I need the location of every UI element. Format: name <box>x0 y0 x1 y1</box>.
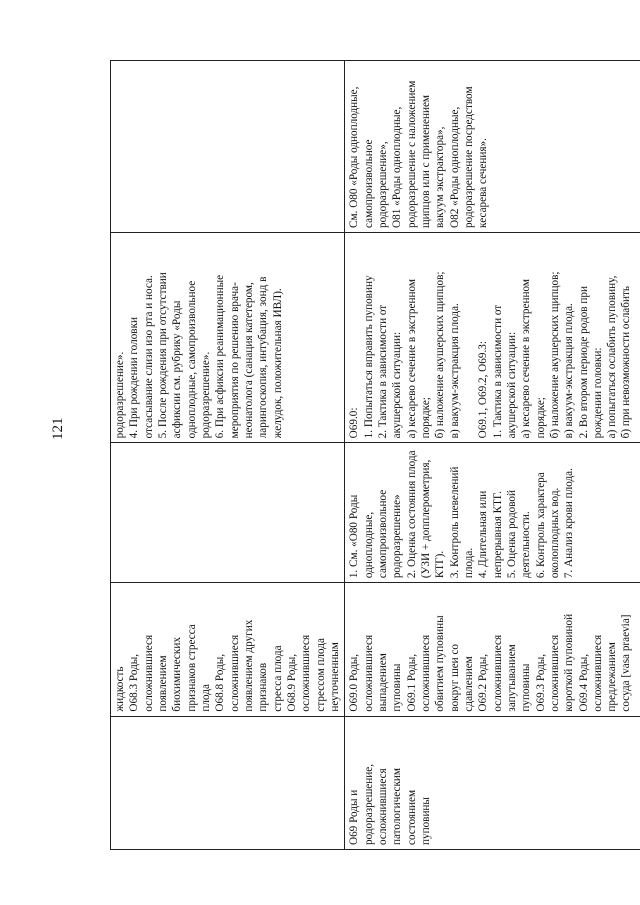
cell-r1-c5 <box>111 61 345 233</box>
cell-text-line: выпадением <box>376 653 389 712</box>
cell-r1-c2 <box>111 583 345 716</box>
cell-text-line: сдавлением <box>462 656 475 712</box>
cell-text-line: б) наложение акушерских щипцов; <box>434 271 447 439</box>
cell-text-line: 1. Попытаться вправить пуповину <box>362 275 375 439</box>
cell-r1-c3 <box>111 443 345 583</box>
cell-text-line: жидкость <box>114 666 126 712</box>
cell-text-line: 5. Оценка родовой <box>505 489 518 579</box>
cell-text-line: родоразрешение с наложением <box>405 80 418 228</box>
cell-text-line: вакуум экстрактора», <box>434 126 447 228</box>
cell-text-line: состоянием <box>405 789 418 845</box>
cell-text-line: См. O80 «Роды одноплодные, <box>348 86 361 228</box>
cell-text-line: O81 «Роды одноплодные, <box>391 106 404 228</box>
cell-text-line: O69.2 Роды, <box>477 653 490 712</box>
cell-text-line: осложнившиеся <box>142 634 155 712</box>
cell-text-line: асфиксии см. рубрику «Роды <box>171 300 184 439</box>
cell-text-line: а) кесарево сечение в экстренном <box>405 279 418 439</box>
cell-text-line: сосуда [vasa praevia] <box>620 614 633 712</box>
cell-text-line: биохимических <box>171 637 184 712</box>
cell-text-line: неонатолога (санация катетером, <box>242 282 255 439</box>
cell-text-line: б) наложение акушерских щипцов; <box>548 271 561 439</box>
cell-text-line: плода <box>199 684 212 712</box>
cell-text-line: осложнившиеся <box>228 634 241 712</box>
cell-text-line: порядке; <box>534 397 547 439</box>
cell-text-line: обвитием пуповины <box>434 615 447 712</box>
cell-text-line: акушерской ситуации: <box>505 331 518 439</box>
cell-text-line: O68.9 Роды, <box>285 653 298 712</box>
cell-text-line: патологическим <box>391 768 404 845</box>
cell-text-line: осложнившиеся <box>300 634 313 712</box>
cell-text-line: ларингоскопия, интубация, зонд в <box>257 276 270 439</box>
cell-r2-c5 <box>345 61 640 233</box>
cell-text-line: O69.1 Роды, <box>405 653 418 712</box>
cell-text-line: неуточненным <box>328 642 341 712</box>
cell-text-line: 5. После рождения при отсутствии <box>156 272 169 439</box>
cell-text-line: родоразрешение» <box>391 494 404 579</box>
cell-text-line: одноплодные, <box>362 511 375 579</box>
cell-text-line <box>462 237 476 438</box>
cell-text-line: O69.0 Роды, <box>348 653 361 712</box>
cell-text-line: 3. Контроль шевелений <box>448 466 461 579</box>
cell-text-line: родоразрешение», <box>376 141 389 228</box>
cell-text-line: родоразрешение, <box>362 763 375 845</box>
cell-text-line: появлением <box>156 655 169 712</box>
cell-text-line: O69 Роды и <box>348 789 361 845</box>
cell-text-line: а) кесарево сечение в экстренном <box>520 279 533 439</box>
cell-text-line: а) попытаться ослабить пуповину, <box>606 275 619 439</box>
cell-text-line: 2. Оценка состояния плода <box>405 450 418 579</box>
cell-text-line: непрерывная КТГ. <box>491 491 504 579</box>
cell-text-line: короткой пуповиной <box>563 613 576 712</box>
cell-text-line: осложнившиеся <box>548 634 561 712</box>
cell-r2-c1 <box>345 716 640 849</box>
cell-text-line: 4. При рождении головки <box>128 316 141 439</box>
rotated-page <box>110 60 640 850</box>
cell-text-line: стресса плода <box>271 645 284 712</box>
cell-text-line: 6. Контроль характера <box>534 472 547 579</box>
table-row <box>345 61 640 850</box>
cell-text-line: признаков <box>257 662 270 712</box>
cell-text-line: в) вакуум-экстракция плода. <box>563 303 576 439</box>
cell-text-line: стрессом плода <box>314 638 327 712</box>
cell-r2-c4 <box>345 232 640 442</box>
cell-text-line: предлежанием <box>606 642 619 712</box>
cell-text-line: появлением других <box>242 619 255 712</box>
cell-text-line: отсасывание слизи изо рта и носа. <box>142 275 155 439</box>
cell-text-line: 1. См. «O80 Роды <box>348 494 361 579</box>
cell-text-line: акушерской ситуации: <box>391 331 404 439</box>
cell-text-line: 7. Анализ крови плода. <box>563 468 576 579</box>
cell-text-line: осложнившиеся <box>591 634 604 712</box>
cell-r1-c4 <box>111 232 345 442</box>
cell-text-line: запутыванием <box>505 644 518 712</box>
cell-text-line: родоразрешение». <box>114 351 126 439</box>
cell-text-line: родоразрешение». <box>199 351 212 439</box>
cell-text-line: O68.3 Роды, <box>128 653 141 712</box>
cell-text-line: O69.4 Роды, <box>577 653 590 712</box>
cell-text-line: 2. Во втором периоде родов при <box>577 286 590 439</box>
cell-text-line: одноплодные, самопроизвольное <box>185 280 198 439</box>
cell-text-line: пуповины <box>419 797 432 845</box>
cell-text-line: 1. Тактика в зависимости от <box>491 304 504 439</box>
page-number: 121 <box>50 417 66 440</box>
cell-text-line: 2. Тактика в зависимости от <box>376 304 389 439</box>
cell-text-line: мероприятия по решению врача- <box>228 282 241 439</box>
cell-text-line: КТГ). <box>434 550 447 579</box>
cell-text-line: щипцов или с применением <box>419 94 432 228</box>
cell-text-line: самопроизвольное <box>362 139 375 228</box>
cell-text-line: пуповины <box>391 663 404 712</box>
cell-text-line: осложнившиеся <box>491 634 504 712</box>
cell-text-line: осложнившиеся <box>376 768 389 845</box>
cell-text-line: O82 «Роды одноплодные, <box>448 106 461 228</box>
cell-text-line: плода. <box>462 547 475 579</box>
cell-text-line: O68.8 Роды, <box>214 653 227 712</box>
cell-r2-c2 <box>345 583 640 716</box>
cell-text-line: деятельности. <box>520 511 533 579</box>
cell-text-line: осложнившиеся <box>362 634 375 712</box>
cell-text-line: вокруг шеи со <box>448 643 461 712</box>
cell-r2-c3 <box>345 443 640 583</box>
clinical-table <box>110 60 640 850</box>
cell-text-line: порядке; <box>419 397 432 439</box>
cell-text-line: родоразрешение посредством <box>462 86 475 228</box>
cell-text-line: O69.0: <box>348 407 361 439</box>
cell-text-line: в) вакуум-экстракция плода. <box>448 303 461 439</box>
cell-text-line: осложнившиеся <box>419 634 432 712</box>
cell-text-line: желудок, положительная ИВЛ). <box>271 288 284 439</box>
cell-text-line: (УЗИ + допплерометрия, <box>419 459 432 579</box>
cell-text-line: околоплодных вод. <box>548 487 561 579</box>
cell-r1-c1 <box>111 716 345 849</box>
cell-text-line: кесарева сечения». <box>477 138 490 228</box>
cell-text-line: пуповины <box>520 663 533 712</box>
table-row <box>111 61 345 850</box>
cell-text-line: рождении головки: <box>591 347 604 439</box>
cell-text-line: 6. При асфиксии реанимационные <box>214 274 227 439</box>
cell-text-line: O69.1, O69.2, O69.3: <box>477 341 490 439</box>
cell-text-line: самопроизвольное <box>376 489 389 579</box>
cell-text-line: б) при невозможности ослабить <box>620 286 633 439</box>
cell-text-line: O69.3 Роды, <box>534 653 547 712</box>
cell-text-line: признаков стресса <box>185 624 198 712</box>
cell-text-line: 4. Длительная или <box>477 490 490 579</box>
